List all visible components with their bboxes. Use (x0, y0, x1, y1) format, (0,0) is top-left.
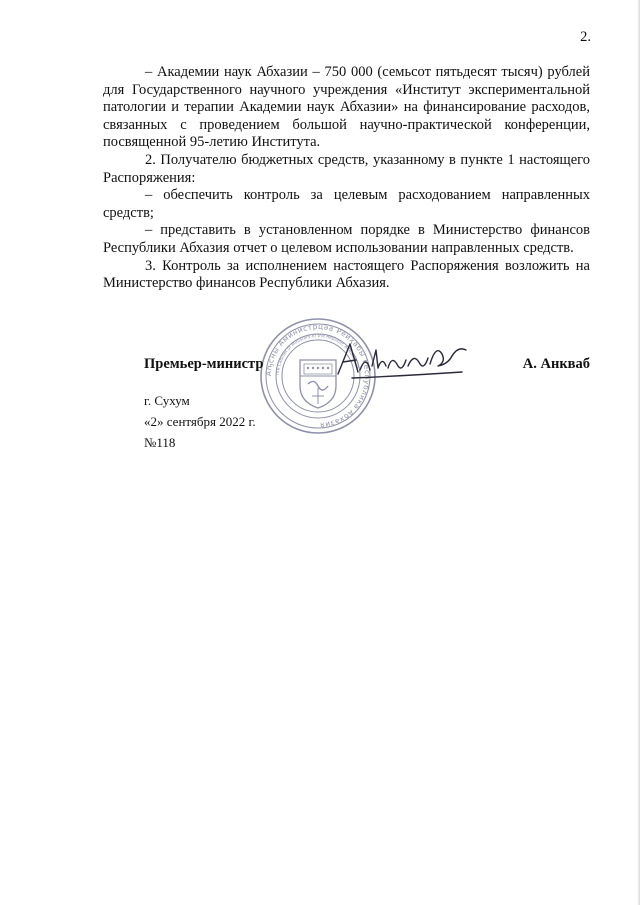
seal-outer-text: Аҧсны Аминистрцәа Реиҳабы Республика Абхазия (263, 321, 373, 431)
paragraph-submit-report: – представить в установленном порядке в Министерство финансов Республики Абхазия отчет о целевом использовании направленных средств. (103, 222, 590, 256)
page-number: 2. (580, 29, 591, 45)
signatory-title: Премьер-министр (144, 356, 264, 372)
signatory-name: А. Анкваб (522, 356, 590, 372)
document-body (103, 64, 590, 293)
document-number: №118 (144, 435, 176, 450)
place-date-block (144, 390, 256, 453)
paragraph-academy-allocation: – Академии наук Абхазии – 750 000 (семьсот пятьдесят тысяч) рублей для Государственного научного учреждения «Институт экспериментальной патологии и терапии Академии наук Абхазии» на финансирование расходов, связанных с проведением большой научно-практической конференции, посвященной 95-летию Института. (103, 64, 590, 151)
paragraph-recipient-obligations: 2. Получателю бюджетных средств, указанному в пункте 1 настоящего Распоряжения: (103, 151, 590, 186)
seal-inner-text: The Cabinet of Ministers of the Republic of Abkhazia (275, 333, 360, 377)
handwritten-signature (332, 336, 472, 386)
document-date: «2» сентября 2022 г. (144, 414, 256, 429)
paragraph-ministry-control: 3. Контроль за исполнением настоящего Распоряжения возложить на Министерство финансов Республики Абхазия. (103, 257, 590, 292)
place: г. Сухум (144, 393, 190, 408)
paragraph-control-spending: – обеспечить контроль за целевым расходованием направленных средств; (103, 187, 590, 221)
